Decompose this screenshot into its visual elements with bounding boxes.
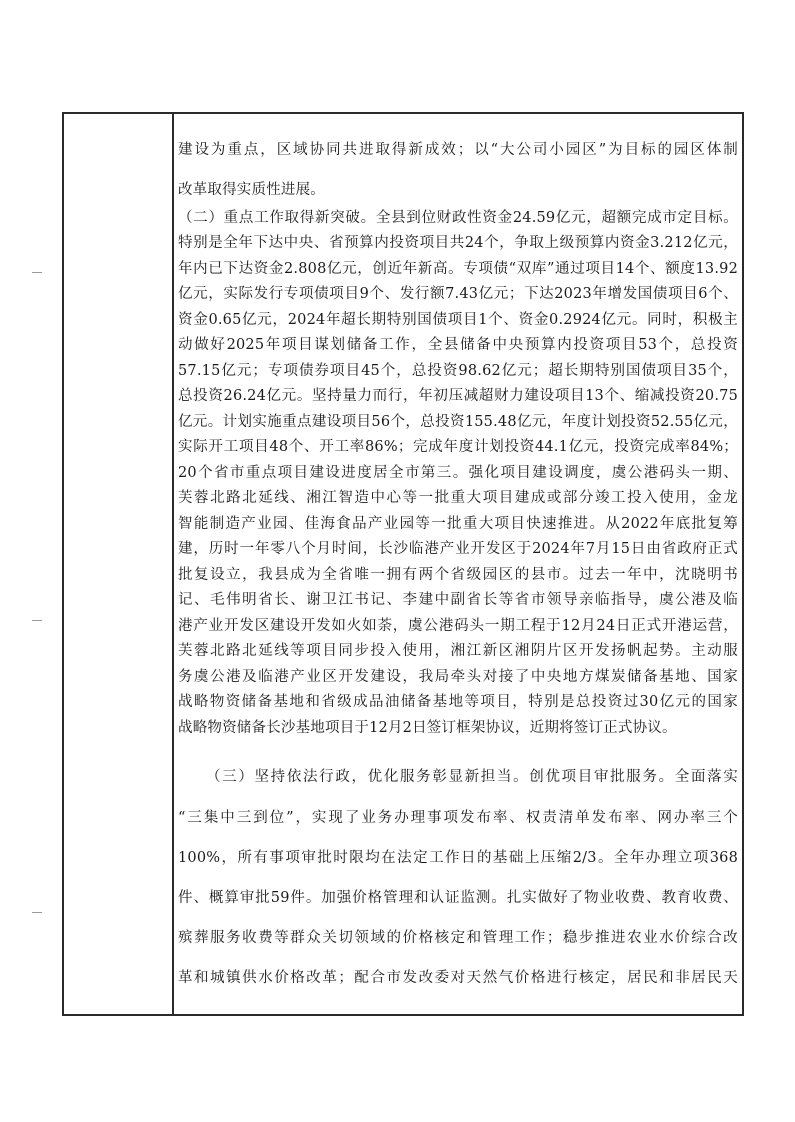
text-line: （二）重点工作取得新突破。全县到位财政性资金24.59亿元，超额完成市定目标。 xyxy=(178,210,738,226)
text-line: 战略物资储备基地和省级成品油储备基地等项目，特别是总投资过30亿元的国家 xyxy=(178,694,738,710)
text-line: 件、概算审批59件。加强价格管理和认证监测。扎实做好了物业收费、教育收费、 xyxy=(178,890,738,906)
text-line: 建，历时一年零八个月时间，长沙临港产业开发区于2024年7月15日由省政府正式 xyxy=(178,541,738,557)
text-line: 战略物资储备长沙基地项目于12月2日签订框架协议，近期将签订正式协议。 xyxy=(178,720,677,736)
text-line: 殡葬服务收费等群众关切领域的价格核定和管理工作；稳步推进农业水价综合改 xyxy=(178,930,738,946)
text-line: 资金0.65亿元，2024年超长期特别国债项目1个、资金0.2924亿元。同时，积极主 xyxy=(178,312,738,328)
text-line: 革和城镇供水价格改革；配合市发改委对天然气价格进行核定，居民和非居民天 xyxy=(178,970,738,986)
text-line: 57.15亿元；专项债券项目45个，总投资98.62亿元；超长期特别国债项目35个， xyxy=(178,363,738,379)
text-line: 记、毛伟明省长、谢卫江书记、李建中副省长等省市领导亲临指导，虞公港及临 xyxy=(178,592,738,608)
table-right-border xyxy=(742,112,744,1016)
text-line: 总投资26.24亿元。坚持量力而行，年初压减超财力建设项目13个、缩减投资20.75 xyxy=(178,388,738,404)
text-line: 建设为重点，区域协同共进取得新成效；以“大公司小园区”为目标的园区体制 xyxy=(178,142,738,158)
text-line: 改革取得实质性进展。 xyxy=(178,182,325,198)
margin-mark xyxy=(32,912,42,913)
text-line: 亿元，实际发行专项债项目9个、发行额7.43亿元；下达2023年增发国债项目6个、 xyxy=(178,286,738,302)
text-line: 20个省市重点项目建设进度居全市第三。强化项目建设调度，虞公港码头一期、 xyxy=(178,465,738,481)
margin-mark xyxy=(32,620,42,621)
text-line: 批复设立，我县成为全省唯一拥有两个省级园区的县市。过去一年中，沈晓明书 xyxy=(178,567,738,583)
table-column-divider xyxy=(172,112,174,1016)
text-line: 务虞公港及临港产业区开发建设，我局牵头对接了中央地方煤炭储备基地、国家 xyxy=(178,669,738,685)
text-line: 100%，所有事项审批时限均在法定工作日的基础上压缩2/3。全年办理立项368 xyxy=(178,850,738,866)
table-left-border xyxy=(62,112,64,1016)
text-line: 芙蓉北路北延线等项目同步投入使用，湘江新区湘阴片区开发扬帆起势。主动服 xyxy=(178,643,738,659)
text-line: 年内已下达资金2.808亿元，创近年新高。专项债“双库”通过项目14个、额度13.92 xyxy=(178,261,738,277)
text-line: 芙蓉北路北延线、湘江智造中心等一批重大项目建成或部分竣工投入使用，金龙 xyxy=(178,490,738,506)
table-bottom-border xyxy=(62,1014,742,1016)
text-line: 亿元。计划实施重点建设项目56个，总投资155.48亿元，年度计划投资52.55亿元， xyxy=(178,414,738,430)
text-line: “三集中三到位”，实现了业务办理事项发布率、权责清单发布率、网办率三个 xyxy=(178,810,738,826)
text-line: 智能制造产业园、佳海食品产业园等一批重大项目快速推进。从2022年底批复筹 xyxy=(178,516,738,532)
text-line: 实际开工项目48个、开工率86%；完成年度计划投资44.1亿元，投资完成率84%； xyxy=(178,439,738,455)
text-line: 动做好2025年项目谋划储备工作，全县储备中央预算内投资项目53个，总投资 xyxy=(178,337,738,353)
text-line: 港产业开发区建设开发如火如荼，虞公港码头一期工程于12月24日正式开港运营， xyxy=(178,618,738,634)
margin-mark xyxy=(32,272,42,273)
text-line: （三）坚持依法行政，优化服务彰显新担当。创优项目审批服务。全面落实 xyxy=(206,769,738,785)
table-top-border xyxy=(62,112,742,114)
text-line: 特别是全年下达中央、省预算内投资项目共24个，争取上级预算内资金3.212亿元， xyxy=(178,235,738,251)
